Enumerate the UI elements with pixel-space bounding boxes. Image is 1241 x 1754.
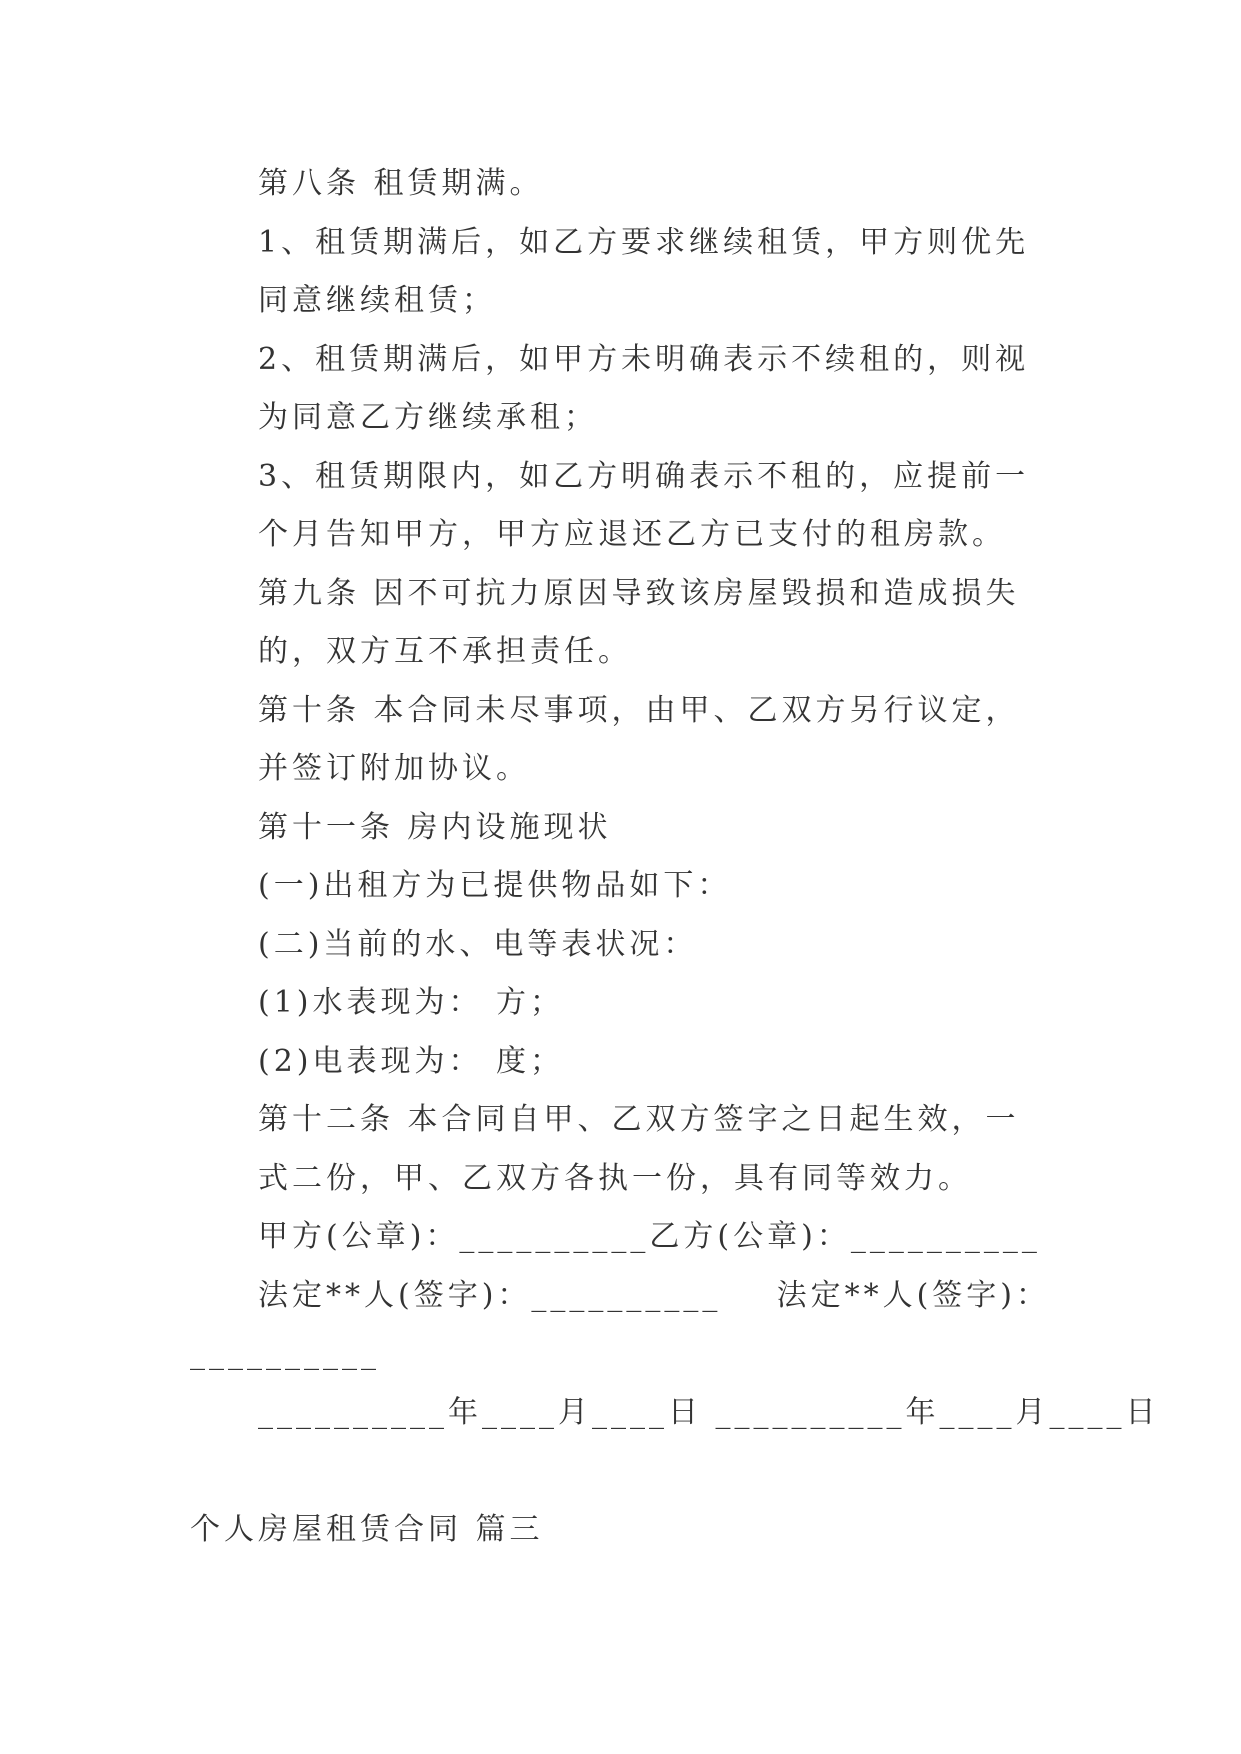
party-seal-line: 甲方(公章)：__________乙方(公章)：__________ bbox=[258, 1219, 1041, 1254]
legal-rep-right: 法定**人(签字)： bbox=[776, 1277, 1050, 1313]
section-spacer bbox=[190, 1442, 1050, 1501]
article10: 第十条 本合同未尽事项，由甲、乙双方另行议定，并签订附加协议。 bbox=[258, 692, 1020, 786]
article8-item1: 1、租赁期满后，如乙方要求继续租赁，甲方则优先同意继续租赁； bbox=[258, 224, 1030, 318]
contract-body bbox=[190, 155, 1160, 1559]
date-line: __________年____月____日 __________年____月____日 bbox=[258, 1394, 1160, 1430]
article11-sub2: (二)当前的水、电等表状况： bbox=[258, 926, 698, 962]
legal-rep-line bbox=[190, 1267, 1050, 1326]
water-meter-line: (1)水表现为： 方； bbox=[258, 985, 565, 1020]
article9: 第九条 因不可抗力原因导致该房屋毁损和造成损失的，双方互不承担责任。 bbox=[258, 575, 1020, 669]
next-section-title: 个人房屋租赁合同 篇三 bbox=[190, 1511, 544, 1547]
legal-rep-left: 法定**人(签字)：__________ bbox=[258, 1277, 722, 1313]
article8-item2: 2、租赁期满后，如甲方未明确表示不续租的，则视为同意乙方继续承租； bbox=[258, 341, 1030, 435]
electric-meter-line: (2)电表现为： 度； bbox=[258, 1043, 565, 1079]
article8-heading: 第八条 租赁期满。 bbox=[258, 166, 544, 201]
article11-heading: 第十一条 房内设施现状 bbox=[258, 809, 612, 845]
article8-item3: 3、租赁期限内，如乙方明确表示不租的，应提前一个月告知甲方，甲方应退还乙方已支付的租房款。 bbox=[258, 458, 1030, 552]
legal-rep-blank: __________ bbox=[190, 1336, 380, 1371]
article12: 第十二条 本合同自甲、乙双方签字之日起生效，一式二份，甲、乙双方各执一份，具有同等效力。 bbox=[258, 1102, 1020, 1196]
article11-sub1: (一)出租方为已提供物品如下： bbox=[258, 868, 732, 903]
